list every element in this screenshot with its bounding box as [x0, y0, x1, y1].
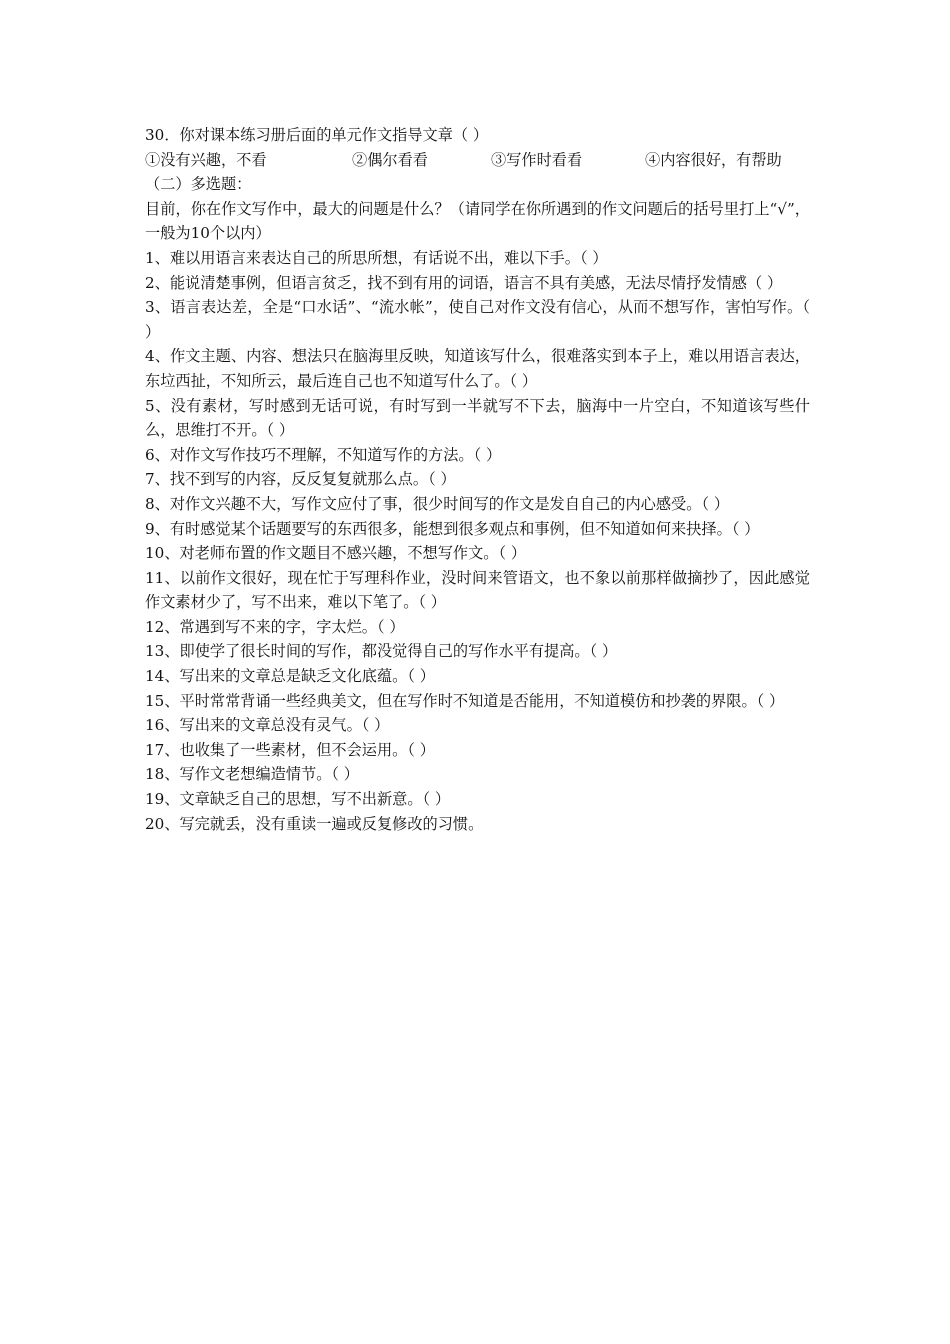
list-item: 16、写出来的文章总没有灵气。（ ）	[145, 716, 390, 735]
question-30-options	[145, 148, 810, 173]
list-item: 6、对作文写作技巧不理解，不知道写作的方法。（ ）	[145, 445, 502, 464]
list-item: 2、能说清楚事例，但语言贫乏，找不到有用的词语，语言不具有美感，无法尽情抒发情感（ ）	[145, 273, 783, 292]
list-item: 18、写作文老想编造情节。（ ）	[145, 765, 359, 784]
option-1: ①没有兴趣，不看	[145, 150, 267, 169]
option-3: ③写作时看看	[491, 150, 583, 169]
list-item: 20、写完就丢，没有重读一遍或反复修改的习惯。	[145, 814, 484, 833]
list-item: 17、也收集了一些素材，但不会运用。（ ）	[145, 740, 435, 759]
option-2: ②偶尔看看	[352, 150, 428, 169]
option-4: ④内容很好，有帮助	[645, 150, 782, 169]
list-item: 19、文章缺乏自己的思想，写不出新意。（ ）	[145, 790, 451, 809]
section-intro: 目前，你在作文写作中，最大的问题是什么？（请同学在你所遇到的作文问题后的括号里打上“√”，一般为10个以内）	[145, 199, 810, 243]
list-item: 8、对作文兴趣不大，写作文应付了事，很少时间写的作文是发自自己的内心感受。（ ）	[145, 494, 730, 513]
list-item: 10、对老师布置的作文题目不感兴趣，不想写作文。（ ）	[145, 544, 527, 563]
section-title: （二）多选题：	[145, 175, 252, 194]
list-item: 12、常遇到写不来的字，字太烂。（ ）	[145, 617, 405, 636]
list-item: 14、写出来的文章总是缺乏文化底蕴。（ ）	[145, 667, 435, 686]
list-item: 13、即使学了很长时间的写作，都没觉得自己的写作水平有提高。（ ）	[145, 642, 618, 661]
list-item: 7、找不到写的内容，反反复复就那么点。（ ）	[145, 470, 456, 489]
list-item: 11、以前作文很好，现在忙于写理科作业，没时间来管语文，也不象以前那样做摘抄了，因此感觉作文素材少了，写不出来，难以下笔了。（ ）	[145, 568, 810, 612]
list-item: 5、没有素材，写时感到无话可说，有时写到一半就写不下去，脑海中一片空白，不知道该写些什么，思维打不开。（ ）	[145, 396, 810, 440]
list-item: 4、作文主题、内容、想法只在脑海里反映，知道该写什么，很难落实到本子上，难以用语言表达，东垃西扯，不知所云，最后连自己也不知道写什么了。（ ）	[145, 347, 810, 390]
list-item: 9、有时感觉某个话题要写的东西很多，能想到很多观点和事例，但不知道如何来抉择。（ ）	[145, 519, 760, 538]
list-item: 1、难以用语言来表达自己的所思所想，有话说不出，难以下手。（ ）	[145, 248, 608, 267]
list-item: 3、语言表达差，全是“口水话”、“流水帐”，使自己对作文没有信心，从而不想写作，害怕写作。（ ）	[145, 298, 810, 341]
list-item: 15、平时常常背诵一些经典美文，但在写作时不知道是否能用，不知道模仿和抄袭的界限。（ ）	[145, 691, 785, 710]
question-30-stem: 30．你对课本练习册后面的单元作文指导文章（ ）	[145, 126, 489, 144]
survey-content	[145, 123, 810, 836]
